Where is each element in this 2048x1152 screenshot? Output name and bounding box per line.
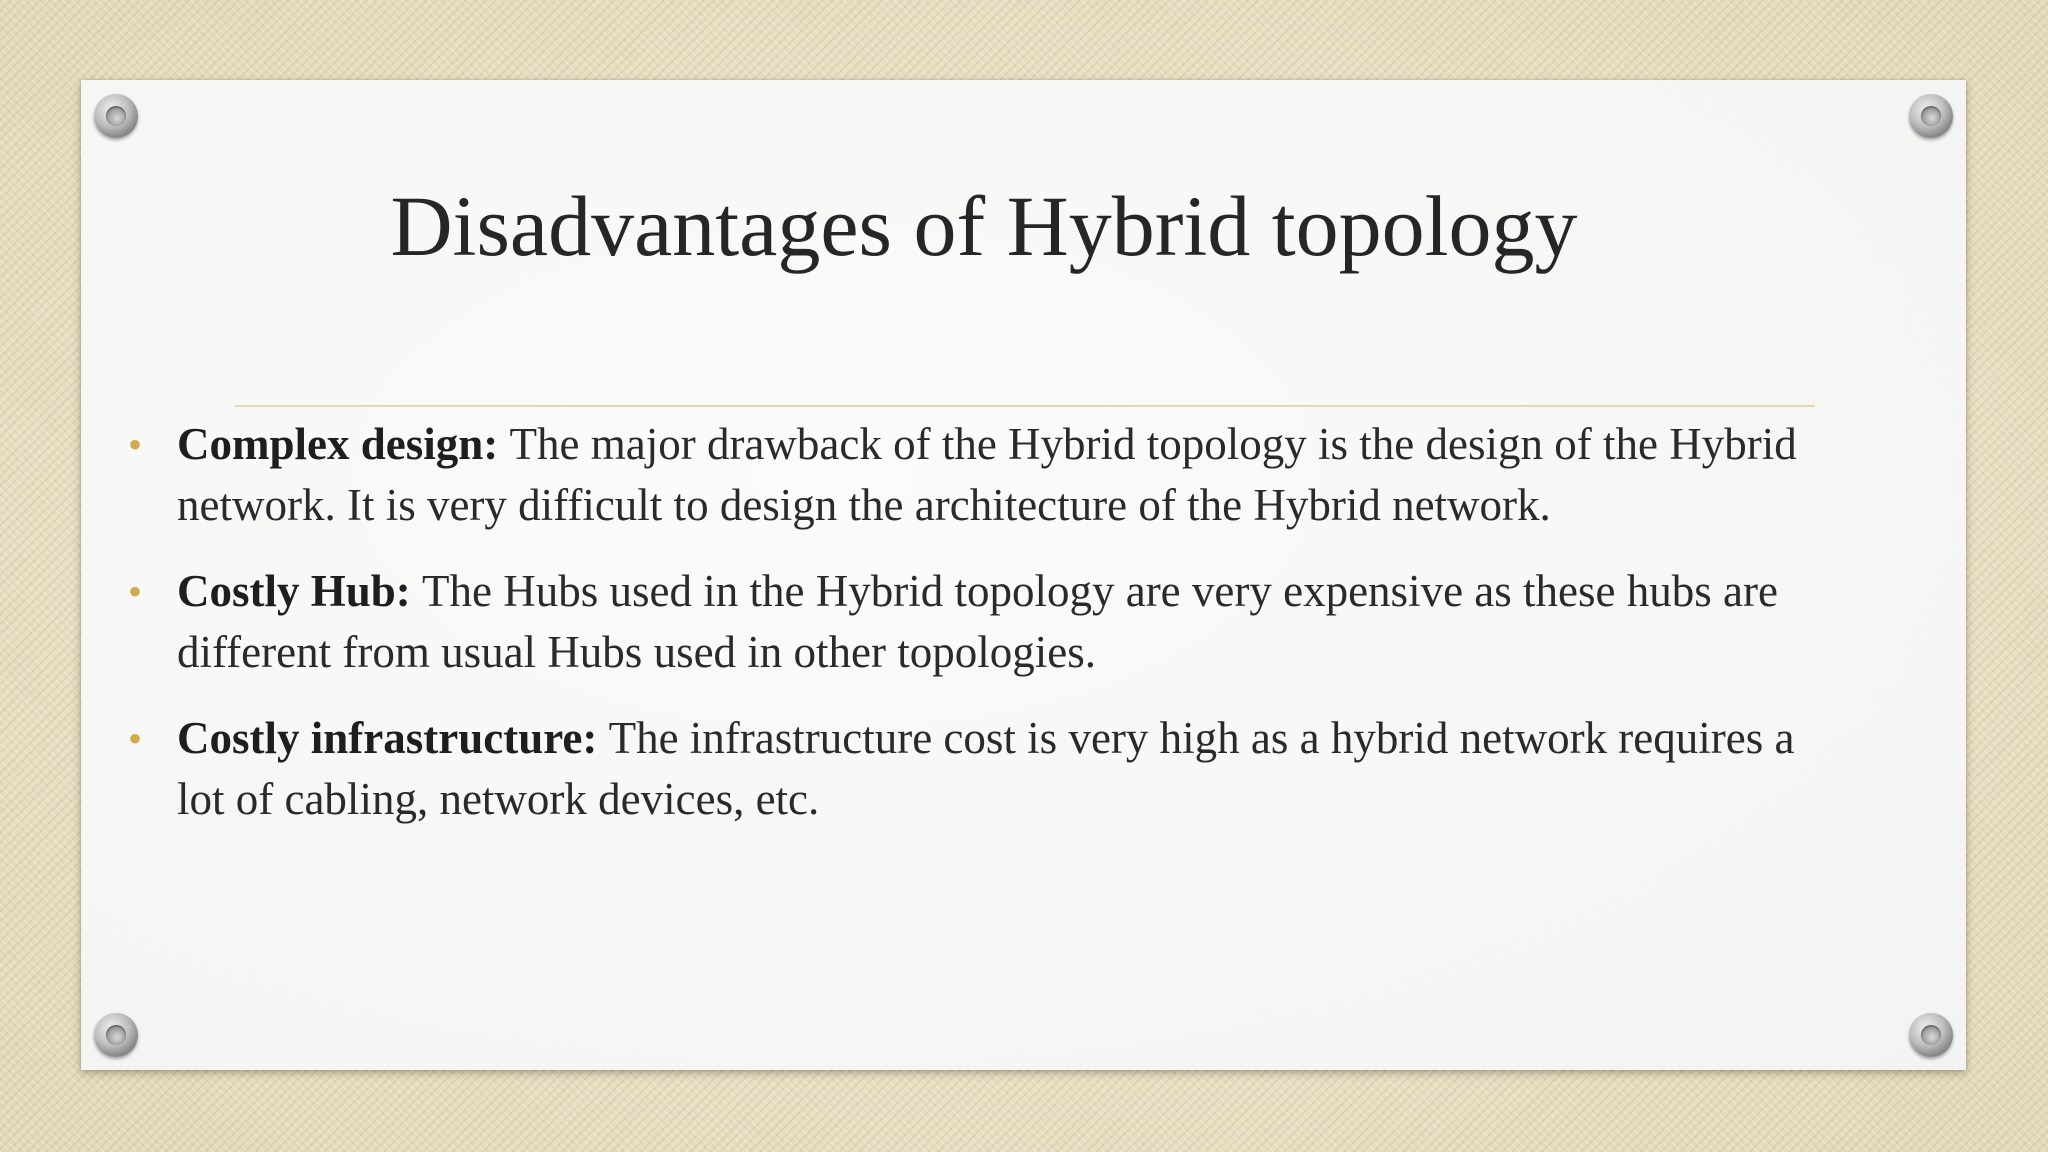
bullet-icon: •: [128, 716, 143, 761]
grommet-icon: [1909, 94, 1953, 138]
grommet-icon: [94, 94, 138, 138]
grommet-icon: [94, 1013, 138, 1057]
slide-title: [0, 176, 2048, 276]
bullet-icon: •: [128, 422, 143, 467]
bullet-text: The major drawback of the Hybrid topology is the design of the Hybrid network. It is very difficult to design the architecture of the Hybrid network.: [177, 419, 1797, 530]
bullet-term: Costly infrastructure:: [177, 713, 609, 763]
title-divider: [235, 405, 1815, 407]
bullet-text: The infrastructure cost is very high as a hybrid network requires a lot of cabling, network devices, etc.: [177, 713, 1795, 824]
bullet-term: Complex design:: [177, 419, 510, 469]
bullet-item: [128, 708, 1808, 830]
bullet-icon: •: [128, 569, 143, 614]
grommet-icon: [1909, 1013, 1953, 1057]
bullet-text: The Hubs used in the Hybrid topology are very expensive as these hubs are different from usual Hubs used in other topologies.: [177, 566, 1778, 677]
slide-title-text: Disadvantages of Hybrid topology: [390, 178, 1578, 274]
bullet-list: [128, 414, 1808, 855]
bullet-item: [128, 561, 1808, 683]
bullet-term: Costly Hub:: [177, 566, 423, 616]
bullet-item: [128, 414, 1808, 536]
